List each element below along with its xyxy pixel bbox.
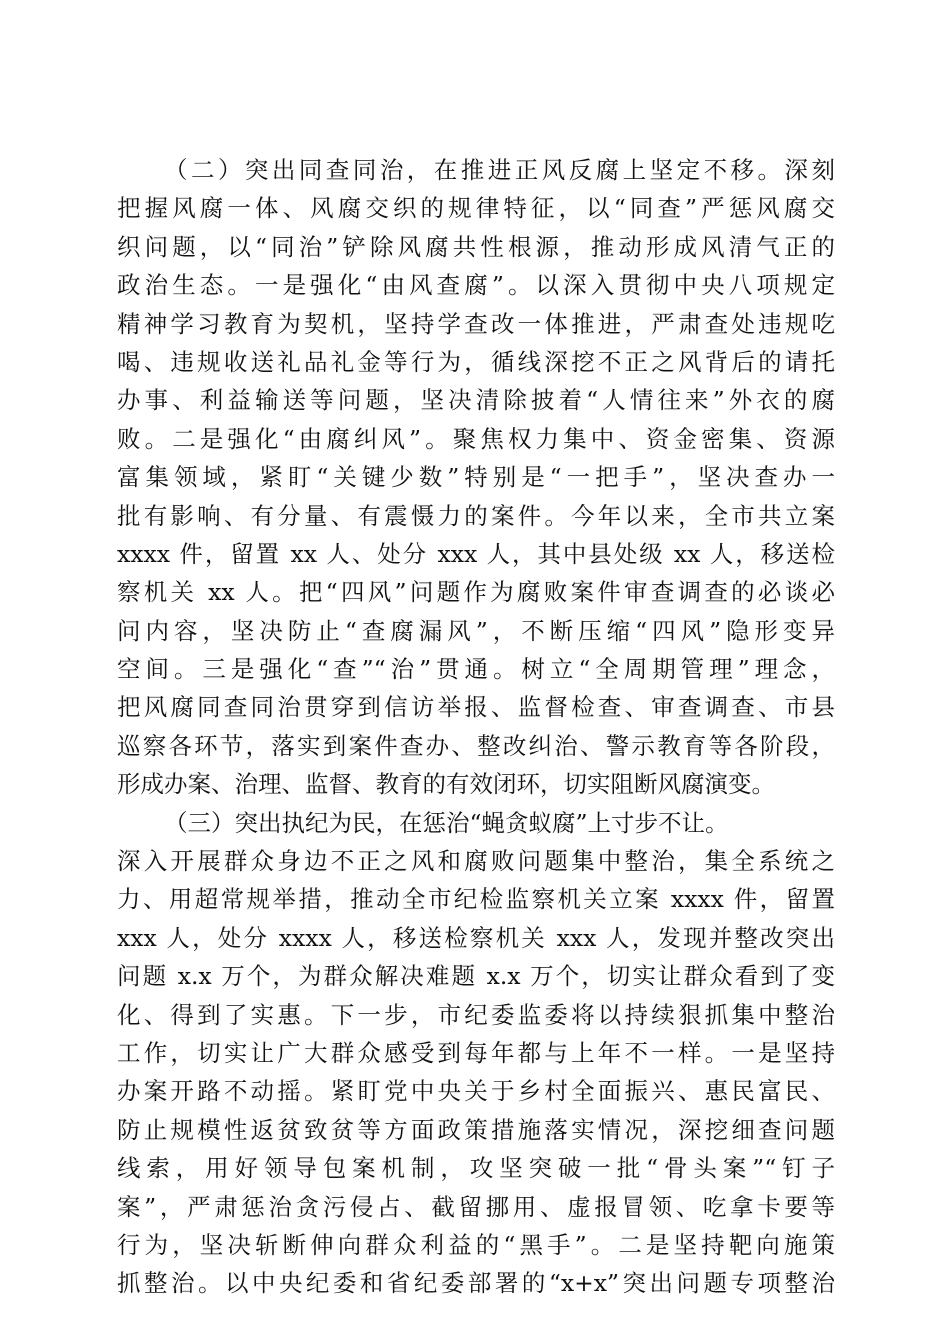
paragraph-2-line-7: 办事、利益输送等问题，坚决清除披着“人情往来”外衣的腐: [117, 386, 835, 415]
paragraph-3-line-9: 防止规模性返贫致贫等方面政策措施落实情况，深挖细查问题: [117, 1115, 835, 1144]
document-body: [117, 151, 835, 1303]
paragraph-2-line-16: 巡察各环节，落实到案件查办、整改纠治、警示教育等各阶段，: [117, 731, 835, 760]
paragraph-3-line-8: 办案开路不动摇。紧盯党中央关于乡村全面振兴、惠民富民、: [117, 1077, 835, 1106]
paragraph-3-line-12: 行为，坚决斩断伸向群众利益的“黑手”。二是坚持靶向施策: [117, 1230, 835, 1259]
paragraph-2-line-17: 形成办案、治理、监督、教育的有效闭环，切实阻断风腐演变。: [117, 770, 775, 799]
paragraph-3-line-5: 问题 x.x 万个，为群众解决难题 x.x 万个，切实让群众看到了变: [117, 962, 835, 991]
paragraph-3-line-6: 化、得到了实惠。下一步，市纪委监委将以持续狠抓集中整治: [117, 1000, 835, 1029]
paragraph-2-line-11: xxxx 件，留置 xx 人、处分 xxx 人，其中县处级 xx 人，移送检: [117, 539, 835, 568]
paragraph-2-line-9: 富集领域，紧盯“关键少数”特别是“一把手”，坚决查办一: [117, 463, 835, 492]
paragraph-2-line-5: 精神学习教育为契机，坚持学查改一体推进，严肃查处违规吃: [117, 309, 835, 338]
paragraph-2-line-6: 喝、违规收送礼品礼金等行为，循线深挖不正之风背后的请托: [117, 347, 835, 376]
paragraph-2-line-14: 空间。三是强化“查”“治”贯通。树立“全周期管理”理念，: [117, 655, 835, 684]
paragraph-3-line-11: 案”，严肃惩治贪污侵占、截留挪用、虚报冒领、吃拿卡要等: [117, 1192, 835, 1221]
paragraph-2-line-12: 察机关 xx 人。把“四风”问题作为腐败案件审查调查的必谈必: [117, 578, 835, 607]
paragraph-3-line-2: 深入开展群众身边不正之风和腐败问题集中整治，集全系统之: [117, 847, 835, 876]
paragraph-2-line-8: 败。二是强化“由腐纠风”。聚焦权力集中、资金密集、资源: [117, 424, 835, 453]
paragraph-2-line-1: （二）突出同查同治，在推进正风反腐上坚定不移。深刻: [164, 156, 835, 184]
paragraph-2-line-13: 问内容，坚决防止“查腐漏风”，不断压缩“四风”隐形变异: [117, 616, 835, 645]
paragraph-2-line-15: 把风腐同查同治贯穿到信访举报、监督检查、审查调查、市县: [117, 693, 835, 722]
paragraph-3-line-10: 线索，用好领导包案机制，攻坚突破一批“骨头案”“钉子: [117, 1154, 835, 1183]
paragraph-3-line-4: xxx 人，处分 xxxx 人，移送检察机关 xxx 人，发现并整改突出: [117, 923, 835, 952]
paragraph-3-line-1: （三）突出执纪为民，在惩治“蝇贪蚁腐”上寸步不让。: [164, 808, 729, 837]
paragraph-2-line-10: 批有影响、有分量、有震慑力的案件。今年以来，全市共立案: [117, 501, 835, 530]
paragraph-2-line-3: 织问题，以“同治”铲除风腐共性根源，推动形成风清气正的: [117, 232, 835, 261]
paragraph-3-line-7: 工作，切实让广大群众感受到每年都与上年不一样。一是坚持: [117, 1038, 835, 1067]
paragraph-2-line-4: 政治生态。一是强化“由风查腐”。以深入贯彻中央八项规定: [117, 271, 835, 300]
paragraph-2-line-2: 把握风腐一体、风腐交织的规律特征，以“同查”严惩风腐交: [117, 194, 835, 223]
paragraph-3-line-3: 力、用超常规举措，推动全市纪检监察机关立案 xxxx 件，留置: [117, 885, 835, 914]
paragraph-3-line-13: 抓整治。以中央纪委和省纪委部署的“x+x”突出问题专项整治: [117, 1269, 835, 1298]
